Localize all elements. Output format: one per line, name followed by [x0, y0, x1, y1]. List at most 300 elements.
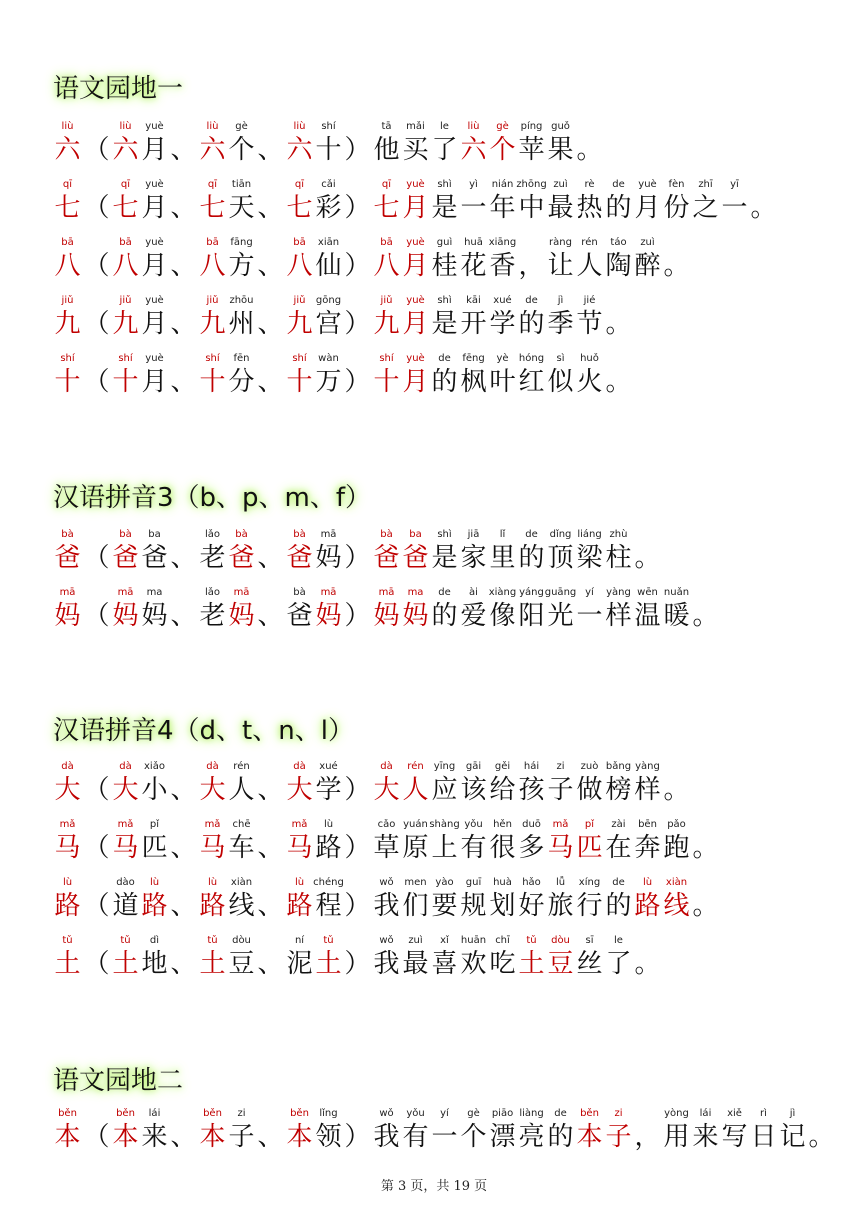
hanzi: 日	[750, 1122, 777, 1152]
hanzi: 仙	[315, 251, 342, 281]
character	[401, 932, 430, 980]
highlighted-character	[372, 526, 401, 574]
pinyin-annotation: rè	[584, 179, 595, 190]
pinyin-annotation: nián	[491, 179, 514, 190]
pinyin-annotation: jiā	[467, 529, 480, 540]
hanzi: 。	[663, 775, 690, 805]
highlighted-character	[198, 118, 227, 166]
pinyin-annotation: shí	[321, 121, 336, 132]
hanzi: 光	[547, 601, 574, 631]
pinyin-annotation: jiǔ	[293, 295, 306, 306]
character	[517, 526, 546, 574]
hanzi: 划	[489, 891, 516, 921]
character	[662, 1105, 691, 1153]
pinyin-annotation: tǔ	[120, 935, 131, 946]
character	[140, 350, 169, 398]
pinyin-sentence-line	[53, 932, 662, 980]
pinyin-annotation: běn	[116, 1108, 135, 1119]
character	[691, 874, 720, 922]
pinyin-annotation: zhù	[609, 529, 628, 540]
hanzi: （	[83, 367, 110, 397]
character	[517, 350, 546, 398]
pinyin-annotation: tā	[381, 121, 392, 132]
hanzi: 妈	[402, 601, 429, 631]
page-footer: 第 3 页，共 19 页	[380, 1179, 488, 1194]
pinyin-annotation: xǐ	[440, 935, 449, 946]
character	[401, 1105, 430, 1153]
hanzi: 七	[54, 193, 81, 223]
character	[633, 176, 662, 224]
hanzi: 一	[721, 193, 748, 223]
hanzi: 是	[431, 193, 458, 223]
character	[575, 758, 604, 806]
character	[546, 176, 575, 224]
hanzi: （	[83, 135, 110, 165]
character	[575, 176, 604, 224]
hanzi: 本	[286, 1122, 313, 1152]
pinyin-annotation: yuè	[145, 295, 164, 306]
hanzi: ，	[518, 251, 545, 281]
hanzi: 来	[141, 1122, 168, 1152]
hanzi: 月	[402, 193, 429, 223]
character	[604, 932, 633, 980]
character	[256, 584, 285, 632]
highlighted-character	[53, 234, 82, 282]
hanzi: 有	[460, 833, 487, 863]
pinyin-annotation: běn	[290, 1108, 309, 1119]
pinyin-annotation: xué	[493, 295, 512, 306]
pinyin-annotation: rén	[581, 237, 598, 248]
hanzi: 孩	[518, 775, 545, 805]
character	[575, 526, 604, 574]
pinyin-annotation: jiǔ	[380, 295, 393, 306]
character	[82, 118, 111, 166]
pinyin-annotation: liàng	[519, 1108, 544, 1119]
character	[82, 758, 111, 806]
hanzi: 、	[170, 833, 197, 863]
pinyin-annotation: dà	[119, 761, 132, 772]
pinyin-annotation: guī	[465, 877, 482, 888]
character	[372, 874, 401, 922]
character	[546, 758, 575, 806]
pinyin-annotation: lù	[149, 877, 160, 888]
hanzi: 我	[373, 1122, 400, 1152]
highlighted-character	[285, 292, 314, 340]
pinyin-annotation: jiǔ	[61, 295, 74, 306]
hanzi: 八	[199, 251, 226, 281]
hanzi: 八	[54, 251, 81, 281]
pinyin-annotation: liù	[119, 121, 132, 132]
hanzi: 、	[170, 891, 197, 921]
pinyin-annotation: qī	[207, 179, 218, 190]
hanzi: 份	[663, 193, 690, 223]
pinyin-annotation: qī	[381, 179, 392, 190]
hanzi: ）	[344, 601, 371, 631]
hanzi: 节	[576, 309, 603, 339]
pinyin-annotation: de	[612, 179, 625, 190]
pinyin-sentence-line	[53, 874, 720, 922]
pinyin-annotation: zi	[556, 761, 565, 772]
character	[401, 874, 430, 922]
highlighted-character	[314, 584, 343, 632]
hanzi: ）	[344, 891, 371, 921]
hanzi: 月	[141, 251, 168, 281]
hanzi: 火	[576, 367, 603, 397]
highlighted-character	[111, 292, 140, 340]
hanzi: 买	[402, 135, 429, 165]
character	[604, 292, 633, 340]
hanzi: ）	[344, 135, 371, 165]
hanzi: 是	[431, 309, 458, 339]
character	[575, 292, 604, 340]
character	[633, 758, 662, 806]
character	[459, 526, 488, 574]
hanzi: 土	[199, 949, 226, 979]
pinyin-annotation: yòng	[664, 1108, 689, 1119]
hanzi: 路	[634, 891, 661, 921]
pinyin-annotation: qī	[62, 179, 73, 190]
character	[604, 874, 633, 922]
pinyin-annotation: jiǔ	[206, 295, 219, 306]
pinyin-annotation: fēng	[462, 353, 485, 364]
pinyin-annotation: dào	[116, 877, 135, 888]
character	[430, 758, 459, 806]
character	[517, 874, 546, 922]
hanzi: 果	[547, 135, 574, 165]
hanzi: 、	[257, 251, 284, 281]
highlighted-character	[633, 874, 662, 922]
character	[778, 1105, 807, 1153]
hanzi: 土	[112, 949, 139, 979]
hanzi: 醉	[634, 251, 661, 281]
highlighted-character	[198, 816, 227, 864]
hanzi: 温	[634, 601, 661, 631]
hanzi: 个	[228, 135, 255, 165]
character	[604, 526, 633, 574]
hanzi: 爸	[54, 543, 81, 573]
hanzi: 像	[489, 601, 516, 631]
highlighted-character	[198, 176, 227, 224]
character	[256, 118, 285, 166]
hanzi: 个	[489, 135, 516, 165]
character	[517, 584, 546, 632]
hanzi: 、	[257, 309, 284, 339]
hanzi: 家	[460, 543, 487, 573]
hanzi: 人	[228, 775, 255, 805]
hanzi: 写	[721, 1122, 748, 1152]
pinyin-annotation: píng	[520, 121, 543, 132]
hanzi: 爱	[460, 601, 487, 631]
highlighted-character	[198, 1105, 227, 1153]
character	[314, 118, 343, 166]
hanzi: 。	[605, 309, 632, 339]
character	[749, 1105, 778, 1153]
highlighted-character	[53, 292, 82, 340]
character	[372, 816, 401, 864]
pinyin-annotation: mǎ	[117, 819, 134, 830]
hanzi: 爸	[286, 543, 313, 573]
hanzi: 样	[605, 601, 632, 631]
pinyin-annotation: gè	[235, 121, 248, 132]
pinyin-annotation: shí	[292, 353, 307, 364]
character	[169, 176, 198, 224]
hanzi: 给	[489, 775, 516, 805]
hanzi: 大	[54, 775, 81, 805]
hanzi: 了	[431, 135, 458, 165]
character	[604, 176, 633, 224]
character	[343, 932, 372, 980]
pinyin-annotation: yuè	[406, 353, 425, 364]
hanzi: 季	[547, 309, 574, 339]
pinyin-annotation: dòu	[232, 935, 251, 946]
highlighted-character	[372, 758, 401, 806]
hanzi: 、	[170, 309, 197, 339]
pinyin-annotation: huà	[493, 877, 512, 888]
hanzi: 旅	[547, 891, 574, 921]
hanzi: 香	[489, 251, 516, 281]
character	[401, 118, 430, 166]
highlighted-character	[53, 1105, 82, 1153]
character	[459, 234, 488, 282]
hanzi: 有	[402, 1122, 429, 1152]
hanzi: 的	[431, 601, 458, 631]
pinyin-annotation: bā	[206, 237, 219, 248]
pinyin-annotation: huān	[460, 935, 487, 946]
hanzi: 学	[489, 309, 516, 339]
pinyin-annotation: mǎ	[552, 819, 569, 830]
highlighted-character	[314, 932, 343, 980]
pinyin-annotation: jì	[557, 295, 564, 306]
character	[82, 526, 111, 574]
hanzi: 七	[199, 193, 226, 223]
character	[720, 176, 749, 224]
pinyin-annotation: ba	[409, 529, 422, 540]
pinyin-annotation: hǎo	[522, 877, 541, 888]
highlighted-character	[401, 526, 430, 574]
hanzi: 地	[141, 949, 168, 979]
character	[314, 234, 343, 282]
highlighted-character	[111, 584, 140, 632]
hanzi: 、	[170, 193, 197, 223]
pinyin-annotation: bǎng	[605, 761, 632, 772]
character	[546, 584, 575, 632]
character	[488, 874, 517, 922]
hanzi: 妈	[141, 601, 168, 631]
pinyin-annotation: hái	[523, 761, 540, 772]
highlighted-character	[401, 176, 430, 224]
character	[314, 874, 343, 922]
character	[546, 118, 575, 166]
character	[633, 816, 662, 864]
character	[546, 234, 575, 282]
hanzi: 妈	[315, 601, 342, 631]
pinyin-sentence-line	[53, 584, 720, 632]
hanzi: 。	[605, 367, 632, 397]
hanzi: 。	[750, 193, 777, 223]
hanzi: 六	[112, 135, 139, 165]
pinyin-annotation: wǒ	[379, 877, 394, 888]
hanzi: 八	[112, 251, 139, 281]
pinyin-annotation: yuè	[145, 353, 164, 364]
hanzi: 。	[692, 601, 719, 631]
hanzi: 们	[402, 891, 429, 921]
hanzi: 个	[460, 1122, 487, 1152]
hanzi: 爸	[141, 543, 168, 573]
pinyin-annotation: mā	[117, 587, 134, 598]
highlighted-character	[546, 816, 575, 864]
hanzi: 爸	[373, 543, 400, 573]
character	[372, 1105, 401, 1153]
pinyin-annotation: pǐ	[584, 819, 595, 830]
pinyin-annotation: xiǎo	[144, 761, 165, 772]
hanzi: 我	[373, 949, 400, 979]
hanzi: 分	[228, 367, 255, 397]
character	[720, 1105, 749, 1153]
hanzi: ）	[344, 775, 371, 805]
character	[169, 526, 198, 574]
character	[256, 874, 285, 922]
pinyin-annotation: xiàn	[665, 877, 688, 888]
pinyin-annotation: nuǎn	[663, 587, 690, 598]
character	[517, 292, 546, 340]
character	[604, 234, 633, 282]
character	[111, 874, 140, 922]
hanzi: 本	[112, 1122, 139, 1152]
hanzi: 的	[605, 193, 632, 223]
hanzi: 好	[518, 891, 545, 921]
hanzi: 六	[286, 135, 313, 165]
pinyin-annotation: mǎi	[406, 121, 425, 132]
highlighted-character	[285, 1105, 314, 1153]
pinyin-annotation: gè	[496, 121, 509, 132]
character	[314, 176, 343, 224]
hanzi: 老	[199, 601, 226, 631]
character	[82, 816, 111, 864]
character	[82, 234, 111, 282]
pinyin-annotation: sī	[585, 935, 594, 946]
pinyin-annotation: shí	[379, 353, 394, 364]
hanzi: 六	[460, 135, 487, 165]
pinyin-annotation: mā	[320, 529, 337, 540]
hanzi: 月	[141, 367, 168, 397]
hanzi: 程	[315, 891, 342, 921]
pinyin-annotation: ní	[294, 935, 305, 946]
pinyin-annotation: de	[525, 295, 538, 306]
pinyin-annotation: shí	[118, 353, 133, 364]
hanzi: 上	[431, 833, 458, 863]
highlighted-character	[285, 350, 314, 398]
hanzi: 方	[228, 251, 255, 281]
hanzi: 、	[170, 251, 197, 281]
character	[314, 758, 343, 806]
character	[604, 350, 633, 398]
character	[459, 1105, 488, 1153]
pinyin-annotation: liù	[467, 121, 480, 132]
pinyin-sentence-line	[53, 1105, 836, 1153]
character	[343, 350, 372, 398]
hanzi: 领	[315, 1122, 342, 1152]
pinyin-annotation: le	[614, 935, 623, 946]
hanzi: （	[83, 543, 110, 573]
character	[314, 350, 343, 398]
pinyin-annotation: bēn	[638, 819, 657, 830]
pinyin-annotation: huǒ	[580, 353, 599, 364]
hanzi: 热	[576, 193, 603, 223]
hanzi: 暖	[663, 601, 690, 631]
highlighted-character	[198, 932, 227, 980]
character	[575, 350, 604, 398]
highlighted-character	[53, 874, 82, 922]
pinyin-annotation: wǒ	[379, 1108, 394, 1119]
section-heading: 语文园地二	[53, 1066, 184, 1096]
hanzi: 之	[692, 193, 719, 223]
pinyin-annotation: huā	[464, 237, 483, 248]
pinyin-annotation: dì	[149, 935, 160, 946]
character	[82, 176, 111, 224]
character	[546, 292, 575, 340]
hanzi: 豆	[228, 949, 255, 979]
character	[517, 758, 546, 806]
character	[546, 874, 575, 922]
character	[169, 234, 198, 282]
pinyin-annotation: bà	[293, 587, 306, 598]
character	[169, 932, 198, 980]
pinyin-annotation: zuì	[553, 179, 568, 190]
pinyin-annotation: pǎo	[667, 819, 686, 830]
character	[430, 1105, 459, 1153]
pinyin-annotation: bā	[380, 237, 393, 248]
character	[227, 350, 256, 398]
pinyin-annotation: gāi	[465, 761, 482, 772]
pinyin-annotation: liáng	[577, 529, 602, 540]
hanzi: 柱	[605, 543, 632, 573]
pinyin-annotation: fāng	[230, 237, 253, 248]
pinyin-annotation: kāi	[466, 295, 481, 306]
hanzi: 阳	[518, 601, 545, 631]
hanzi: （	[83, 193, 110, 223]
hanzi: 的	[518, 309, 545, 339]
hanzi: 土	[54, 949, 81, 979]
character	[372, 118, 401, 166]
character	[691, 584, 720, 632]
hanzi: 车	[228, 833, 255, 863]
character	[459, 176, 488, 224]
character	[430, 816, 459, 864]
pinyin-annotation: zhōu	[229, 295, 254, 306]
pinyin-annotation: de	[438, 353, 451, 364]
character	[82, 1105, 111, 1153]
pinyin-annotation: sì	[556, 353, 565, 364]
hanzi: 本	[199, 1122, 226, 1152]
hanzi: 万	[315, 367, 342, 397]
highlighted-character	[517, 932, 546, 980]
pinyin-annotation: běn	[203, 1108, 222, 1119]
hanzi: 人	[576, 251, 603, 281]
hanzi: 似	[547, 367, 574, 397]
pinyin-annotation: yí	[440, 1108, 449, 1119]
character	[459, 758, 488, 806]
pinyin-annotation: xiàn	[230, 877, 253, 888]
character	[256, 758, 285, 806]
highlighted-character	[198, 234, 227, 282]
pinyin-annotation: fēn	[233, 353, 250, 364]
character	[517, 118, 546, 166]
character	[198, 526, 227, 574]
hanzi: 、	[170, 367, 197, 397]
hanzi: 彩	[315, 193, 342, 223]
pinyin-annotation: qī	[120, 179, 131, 190]
character	[546, 1105, 575, 1153]
